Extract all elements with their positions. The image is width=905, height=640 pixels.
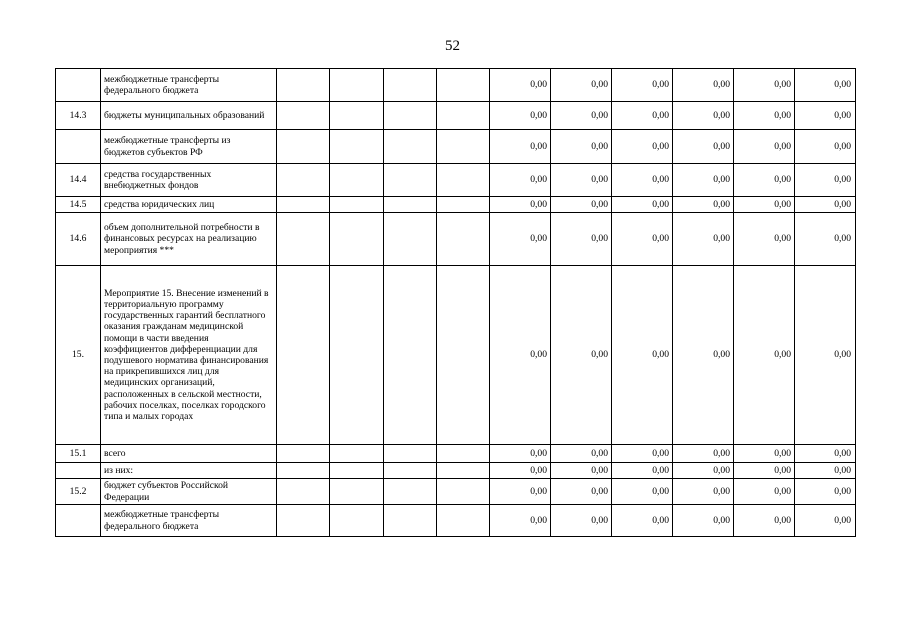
row-description-cell: из них: (101, 463, 277, 479)
row-number-cell (56, 505, 101, 537)
row-description-cell: Мероприятие 15. Внесение изменений в территориальную программу государственных гарантий бесплатного оказания гражданам медицинской помощи в части введения коэффициентов дифференциации для подушевого норматива финансирования на прикрепившихся лиц для медицинских организаций, расположенных в сельской местности, рабочих поселках, поселках городского типа и малых городах (101, 266, 277, 445)
empty-cell (384, 130, 437, 164)
row-number-cell: 14.5 (56, 197, 101, 213)
empty-cell (384, 197, 437, 213)
row-number-cell: 15.1 (56, 445, 101, 463)
empty-cell (384, 164, 437, 197)
empty-cell (437, 197, 490, 213)
budget-table (55, 68, 856, 537)
value-cell: 0,00 (795, 213, 856, 266)
value-cell: 0,00 (673, 69, 734, 102)
table-row (56, 266, 856, 445)
value-cell: 0,00 (734, 130, 795, 164)
empty-cell (384, 213, 437, 266)
empty-cell (437, 445, 490, 463)
empty-cell (330, 69, 384, 102)
empty-cell (384, 445, 437, 463)
value-cell: 0,00 (490, 463, 551, 479)
empty-cell (277, 197, 330, 213)
value-cell: 0,00 (795, 130, 856, 164)
row-description-cell: бюджеты муниципальных образований (101, 102, 277, 130)
value-cell: 0,00 (795, 164, 856, 197)
empty-cell (277, 130, 330, 164)
value-cell: 0,00 (734, 266, 795, 445)
value-cell: 0,00 (551, 266, 612, 445)
empty-cell (437, 505, 490, 537)
value-cell: 0,00 (612, 69, 673, 102)
empty-cell (384, 102, 437, 130)
value-cell: 0,00 (795, 197, 856, 213)
value-cell: 0,00 (551, 463, 612, 479)
value-cell: 0,00 (734, 479, 795, 505)
value-cell: 0,00 (795, 505, 856, 537)
value-cell: 0,00 (490, 445, 551, 463)
value-cell: 0,00 (673, 505, 734, 537)
value-cell: 0,00 (795, 463, 856, 479)
value-cell: 0,00 (734, 445, 795, 463)
row-description-cell: межбюджетные трансферты федерального бюджета (101, 505, 277, 537)
empty-cell (277, 102, 330, 130)
value-cell: 0,00 (673, 164, 734, 197)
value-cell: 0,00 (612, 479, 673, 505)
row-number-cell (56, 463, 101, 479)
empty-cell (330, 479, 384, 505)
empty-cell (384, 463, 437, 479)
value-cell: 0,00 (612, 164, 673, 197)
value-cell: 0,00 (490, 479, 551, 505)
empty-cell (330, 463, 384, 479)
value-cell: 0,00 (734, 505, 795, 537)
table-row (56, 130, 856, 164)
table-row (56, 505, 856, 537)
value-cell: 0,00 (490, 266, 551, 445)
empty-cell (330, 445, 384, 463)
value-cell: 0,00 (612, 130, 673, 164)
row-description-cell: объем дополнительной потребности в финансовых ресурсах на реализацию мероприятия *** (101, 213, 277, 266)
value-cell: 0,00 (673, 266, 734, 445)
empty-cell (330, 213, 384, 266)
row-number-cell (56, 69, 101, 102)
budget-table-body (56, 69, 856, 537)
row-number-cell: 14.4 (56, 164, 101, 197)
table-row (56, 69, 856, 102)
empty-cell (330, 102, 384, 130)
value-cell: 0,00 (551, 102, 612, 130)
empty-cell (277, 164, 330, 197)
row-number-cell: 14.6 (56, 213, 101, 266)
value-cell: 0,00 (612, 197, 673, 213)
row-number-cell: 15.2 (56, 479, 101, 505)
value-cell: 0,00 (551, 69, 612, 102)
empty-cell (437, 266, 490, 445)
value-cell: 0,00 (551, 479, 612, 505)
empty-cell (384, 266, 437, 445)
row-description-cell: межбюджетные трансферты из бюджетов субъектов РФ (101, 130, 277, 164)
empty-cell (277, 69, 330, 102)
value-cell: 0,00 (673, 213, 734, 266)
empty-cell (330, 505, 384, 537)
value-cell: 0,00 (734, 213, 795, 266)
value-cell: 0,00 (551, 197, 612, 213)
value-cell: 0,00 (795, 445, 856, 463)
value-cell: 0,00 (673, 102, 734, 130)
page-number: 52 (445, 38, 460, 54)
value-cell: 0,00 (612, 266, 673, 445)
value-cell: 0,00 (551, 445, 612, 463)
table-row (56, 164, 856, 197)
value-cell: 0,00 (795, 479, 856, 505)
table-row (56, 213, 856, 266)
empty-cell (437, 164, 490, 197)
empty-cell (277, 213, 330, 266)
empty-cell (330, 130, 384, 164)
empty-cell (277, 479, 330, 505)
value-cell: 0,00 (551, 213, 612, 266)
empty-cell (384, 69, 437, 102)
value-cell: 0,00 (734, 197, 795, 213)
empty-cell (277, 266, 330, 445)
table-row (56, 445, 856, 463)
value-cell: 0,00 (551, 164, 612, 197)
empty-cell (330, 266, 384, 445)
value-cell: 0,00 (490, 102, 551, 130)
empty-cell (277, 463, 330, 479)
empty-cell (384, 479, 437, 505)
value-cell: 0,00 (673, 479, 734, 505)
value-cell: 0,00 (490, 164, 551, 197)
row-number-cell: 14.3 (56, 102, 101, 130)
row-description-cell: средства государственных внебюджетных фондов (101, 164, 277, 197)
row-description-cell: средства юридических лиц (101, 197, 277, 213)
table-row (56, 479, 856, 505)
empty-cell (330, 197, 384, 213)
empty-cell (437, 213, 490, 266)
value-cell: 0,00 (612, 463, 673, 479)
table-row (56, 197, 856, 213)
value-cell: 0,00 (612, 213, 673, 266)
value-cell: 0,00 (490, 69, 551, 102)
value-cell: 0,00 (551, 130, 612, 164)
value-cell: 0,00 (734, 463, 795, 479)
value-cell: 0,00 (673, 445, 734, 463)
value-cell: 0,00 (795, 266, 856, 445)
row-number-cell (56, 130, 101, 164)
value-cell: 0,00 (490, 130, 551, 164)
row-number-cell: 15. (56, 266, 101, 445)
value-cell: 0,00 (734, 164, 795, 197)
empty-cell (437, 463, 490, 479)
value-cell: 0,00 (490, 213, 551, 266)
empty-cell (437, 69, 490, 102)
value-cell: 0,00 (612, 445, 673, 463)
value-cell: 0,00 (734, 69, 795, 102)
table-row (56, 463, 856, 479)
value-cell: 0,00 (673, 130, 734, 164)
empty-cell (437, 479, 490, 505)
value-cell: 0,00 (490, 197, 551, 213)
row-description-cell: бюджет субъектов Российской Федерации (101, 479, 277, 505)
empty-cell (437, 102, 490, 130)
value-cell: 0,00 (612, 505, 673, 537)
empty-cell (277, 445, 330, 463)
value-cell: 0,00 (795, 102, 856, 130)
empty-cell (330, 164, 384, 197)
value-cell: 0,00 (490, 505, 551, 537)
value-cell: 0,00 (551, 505, 612, 537)
value-cell: 0,00 (673, 197, 734, 213)
value-cell: 0,00 (795, 69, 856, 102)
row-description-cell: межбюджетные трансферты федерального бюджета (101, 69, 277, 102)
row-description-cell: всего (101, 445, 277, 463)
empty-cell (437, 130, 490, 164)
value-cell: 0,00 (612, 102, 673, 130)
empty-cell (277, 505, 330, 537)
value-cell: 0,00 (734, 102, 795, 130)
empty-cell (384, 505, 437, 537)
table-row (56, 102, 856, 130)
value-cell: 0,00 (673, 463, 734, 479)
